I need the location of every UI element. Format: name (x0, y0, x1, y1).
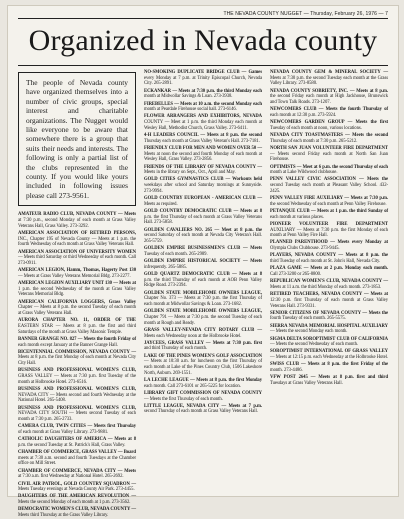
page-headline: Organized in Nevada county (28, 24, 378, 57)
club-listing: GOLD COUNTRY EUROPEAN - AMERICAN CLUB — Meets as required. (144, 196, 262, 207)
club-listing: CATHOLIC DAUGHTERS OF AMERICA — Meets at 8 p.m. the second Tuesday at St. Patrick's Hall, Grass Valley. (18, 437, 136, 448)
club-listing: PLANNED PARENTHOOD — Meets every Monday at Olympia Clubs Clubhouse. 273-9445. (270, 240, 388, 252)
club-listing: BICENTENNIAL COMMISSION, NEVADA COUNTY — Meets at 8 p.m. the first Monday of each month at Nevada City City Hall. (18, 349, 136, 367)
club-listing: FRIENDS OF THE LIBRARY OF NEVADA COUNTY — Meets in the library on Sept., Oct., April and May. (144, 164, 262, 176)
column-2 (144, 70, 262, 488)
club-listing: AMERICAN CALIFORNIA LOGGERS, Grass Valley Chapter — Meets at 8 p.m. the second Tuesday of each month at Grass Valley Veterans Hall. (18, 299, 136, 317)
column-1-entries (18, 212, 136, 518)
club-listing: FRIENDLY CLUB FOR MEN AND WOMEN OVER 50 — Meets at noon the second and fourth Monday of each month at Wesley Hall, Grass Valley. 273-2856. (144, 145, 262, 163)
club-listing: 4-H LEADERS COUNCIL — Meets at 8 p.m. the second Thursday each month at Grass Valley Veteran's Hall. 273-7181. (144, 133, 262, 144)
club-listing: AMERICAN LEGION AUXILIARY UNIT 130 — Meets at 1 p.m. the second Wednesday of the month at Grass Valley Veterans Memorial Bldg. (18, 281, 136, 298)
club-listing: GOLD COUNTRY DEMOCRATIC CLUB — Meets at 8 p.m. the first Thursday of each month at Grass Valley Veterans Hall. 273-5858. (144, 208, 262, 226)
club-listing: AMERICAN LEGION, Hamm, Thomas, Hagerty Post 130 — Meets at Grass Valley Veterans Memorial Bldg. 273-2277. (18, 268, 136, 279)
club-listing: NEVADA COUNTY GEM & MINERAL SOCIETY — Meets at 7:30 p.m. the second Tuesday each month at the Grass Valley Library. 273-8580. (270, 70, 388, 87)
headline-rule (18, 65, 388, 66)
club-listing: CIVIL AIR PATROL, GOLD COUNTRY SQUADRON — Meets Tuesday evenings at Nevada County Air Park. 273-4455. (18, 481, 136, 493)
club-listing: OPTIMISTS — Meet at 6 p.m. the second Thursday of each month at Lake Wildwood clubhouse. (270, 164, 388, 176)
club-listing: DEMOCRATIC WOMEN'S CLUB, NEVADA COUNTY — Meets third Thursday at the Grass Valley Library. (18, 507, 136, 519)
club-listing: PENN VALLEY CIVIC ASSOCIATION — Meets the second Tuesday each month at Pleasant Valley School. 432-2425. (270, 177, 388, 194)
club-listing: PLAYERS, NEVADA COUNTY — Meets at 8 p.m. the third Tuesday of each month at St. John's Hall, Nevada City. (270, 253, 388, 265)
club-listing: GOLDEN EMPIRE BUSINESSMEN'S CLUB — Meets Tuesday of each month. 265-2989. (144, 246, 262, 257)
club-listing: LA LECHE LEAGUE — Meets at 8 p.m. the first Monday each month. Call 273-6101 or 265-5225 for location. (144, 377, 262, 389)
newspaper-page (8, 6, 398, 519)
article-columns (18, 70, 388, 519)
club-listing: NORTH SAN JUAN VOLUNTEER FIRE DEPARTMENT — Meets second Friday each month at North San Juan Firehouse. (270, 145, 388, 163)
column-3 (270, 70, 388, 488)
club-listing: SENIOR CITIZENS OF NEVADA COUNTY — Meets the fourth Tuesday of each month. 265-5575. (270, 310, 388, 322)
club-listing: CHAMBER OF COMMERCE, GRASS VALLEY — Board meets at 7:30 a.m. second and fourth Tuesdays at the Chamber office on Mill Street. (18, 450, 136, 467)
club-listing: AMERICAN ASSOCIATION OF RETIRED PERSONS, INC., Chapter 195 of Nevada County — Meets at 1 p.m. the fourth Wednesday of each month at Grass Valley Veterans Hall. (18, 230, 136, 248)
club-listing: FLOWER ARRANGERS AND EXHIBITORS, NEVADA COUNTY — Meet at 1 p.m. the third Monday each month at Wesley Hall, Methodist Church, Grass Valley. 273-6411. (144, 114, 262, 131)
intro-box: The people of Nevada county have organized themselves into a number of civic groups, special interest and charitable organizations. The Nugget would like everyone to be aware that somewhere there is a group that suits their needs and interests. The following is only a partial list of the clubs represented in the county. If you would like yours included in following issues please call 273-9561. (18, 72, 136, 206)
club-listing: PETANQUE CLUB — Meets at 1 p.m. the third Sunday of each month at various places. (270, 208, 388, 220)
club-listing: NEVADA CITY TOASTMASTERS — Meets the second Thursday of each month at 7:30 p.m. 265-5212. (270, 133, 388, 144)
club-listing: CAMERA CLUB, TWIN CITIES — Meets first Thursday of each month at Grass Valley Library. 273-9881. (18, 424, 136, 435)
column-3-entries (270, 70, 388, 387)
header-rule (18, 18, 388, 19)
club-listing: AURORA CHAPTER NO. 11, ORDER OF THE EASTERN STAR — Meets at 8 p.m. the first and third Saturdays of the month at Grass Valley Masonic Temple. (18, 318, 136, 335)
club-listing: LAKE OF THE PINES WOMEN'S GOLF ASSOCIATION — Meets at 10:30 a.m. for luncheon on the first Thursday of each month at Lake of the Pines Country Club, 1506 Lakeshore North, Auburn. 269-1551. (144, 353, 262, 376)
club-listing: GOLDEN EMPIRE HISTORICAL SOCIETY — Meets infrequently. 265-5885. (144, 259, 262, 270)
column-2-entries (144, 70, 262, 415)
club-listing: SOROPTIMIST INTERNATIONAL OF GRASS VALLEY — Meets at 12:15 p.m. each Wednesday at the Holbrooke Hotel. (270, 349, 388, 361)
club-listing: RETIRED TEACHERS, NEVADA COUNTY — Meets at 12:30 p.m. first Thursday of each month at Grass Valley Veterans Hall. 273-9331. (270, 292, 388, 309)
club-listing: GOLD QUARTZ DEMOCRATIC CLUB — Meets at 8 p.m. the third Thursday of each month at AOB Penn Valley Ridge Road. 273-2394. (144, 272, 262, 289)
club-listing: NEWCOMERS CLUB — Meets the fourth Thursday of each month at 12:30 p.m. 273-5924. (270, 107, 388, 118)
club-listing: AMERICAN ASSOCIATION OF UNIVERSITY WOMEN — Meets third Saturday or third Wednesday of each month. Call 273-0911. (18, 249, 136, 266)
club-listing: AMATEUR RADIO CLUB, NEVADA COUNTY — Meets at 7:30 p.m., second Monday of each month at Grass Valley Veterans Hall, Grass Valley. 273-3292. (18, 212, 136, 229)
club-listing: LITTLE LEAGUE, NEVADA CITY — Meets at 7 p.m. second Thursday of each month at Grass Valley Veterans Hall. (144, 403, 262, 415)
club-listing: NEVADA COUNTY SOBRIETY, INC. — Meets at 8 p.m. the second Friday each month at High Jackhouse, Brunswick and Town Talk Roads. 273-1207. (270, 88, 388, 106)
club-listing: VFW POST 2645 — Meets at 8 p.m. first and third Tuesdays at Grass Valley Veterans Hall. (270, 375, 388, 386)
club-listing: FIREBELLES — Meets at 10 a.m. the second Monday each month at Peardale Firehouse social hall. 273-6146. (144, 101, 262, 113)
club-listing: PIONEER VOLUNTEER FIRE DEPARTMENT AUXILIARY — Meets at 7:30 p.m. the first Monday of each month at Penn Valley Fire Hall. (270, 221, 388, 239)
page-header: THE NEVADA COUNTY NUGGET — Thursday, February 26, 1976 — 7 (223, 11, 388, 17)
club-listing: ECKANKAR — Meets at 7:30 p.m. the third Monday each month at Midwollar Savings & Loan. 273-3938. (144, 88, 262, 100)
club-listing: GOLDEN STATE MOBILEHOME OWNERS LEAGUE, Chapter 791 — Meets at 7:30 p.m. the second Tuesday of each month at Rough and Ready. (144, 309, 262, 326)
club-listing: NO-SMOKING DUPLICATE BRIDGE CLUB — Games every Monday at 7 p.m. at Trinity Episcopal Church, Nevada City. 265-2891. (144, 70, 262, 87)
club-listing: LIBRARY GIFT COMMISSION OF NEVADA COUNTY — Meets the first Thursday of each month. (144, 390, 262, 402)
club-listing: SIGMA DELTA SOROPTIMIST CLUB OF CALIFORNIA — Meets the second Wednesday of each month. (270, 336, 388, 348)
club-listing: BUSINESS AND PROFESSIONAL WOMEN'S CLUB, GRASS VALLEY — Meets at 7:30 p.m. first Tuesday of the month at Holbrooke Hotel. 273-6516. (18, 368, 136, 385)
club-listing: CHAMBER OF COMMERCE, NEVADA CITY — Meets at 7:30 a.m. first Wednesday at National Hotel. 265-2692. (18, 468, 136, 480)
club-listing: NEWCOMERS GARDEN GROUP — Meets the first Tuesday of each month at noon, various locations. (270, 120, 388, 131)
club-listing: SIERRA NEVADA MEMORIAL HOSPITAL AUXILIARY — Meets the second Monday each month. (270, 323, 388, 335)
column-1 (18, 70, 136, 519)
club-listing: JAYCEES, GRASS VALLEY — Meets at 7:30 p.m. first and third Thursday of each month. (144, 340, 262, 352)
club-listing: BANNER GRANGE NO. 827 — Meets the fourth Friday of each month except January at the Banner Grange Hall. (18, 336, 136, 348)
club-listing: GRASS VALLEY-NEVADA CITY ROTARY CLUB — Meets each Wednesday noon at the Holbrooke Hotel. (144, 327, 262, 339)
club-listing: DAUGHTERS OF THE AMERICAN REVOLUTION — Meets the second Monday of each month at 1 p.m. 273-3562. (18, 494, 136, 506)
club-listing: BUSINESS AND PROFESSIONAL WOMEN'S CLUB, NEVADA CITY — Meets second and fourth Wednesday at the National Hotel. 265-5408. (18, 386, 136, 404)
club-listing: BUSINESS AND PROFESSIONAL WOMEN'S CLUB, NEVADA CITY SOUTH — Meets second Tuesday of each month at 7:30 p.m. 265-2733. (18, 405, 136, 422)
club-listing: PENN VALLEY FIRE AUXILIARY — Meets at 7:30 p.m. the second Wednesday of each month at Penn Valley Firehouse. (270, 196, 388, 207)
club-listing: GOLDEN STATE MOBILEHOME OWNERS LEAGUE, Chapter No. 373 — Meets at 7:30 p.m. the first Thursday of each month at Midwollar Savings & Loan. 273-1682. (144, 290, 262, 308)
club-listing: PLAZA GAME — Meets at 2 p.m. Monday each month. Call 273-3200 or 265-8800. (270, 266, 388, 277)
club-listing: GOLDEN CAVALIERS NO. 265 — Meet at 8 p.m. the second Saturday of each month at Nevada City Veteran's Hall. 265-5759. (144, 227, 262, 244)
club-listing: REPUBLICAN WOMEN'S CLUB, NEVADA COUNTY — Meets at 11 a.m. the third Monday of each month. 273-1853. (270, 279, 388, 290)
club-listing: GOLD CITIES GYMNASTICS CLUB — Workouts held weekdays after school and Saturday mornings at Sunnyside. 273-9994. (144, 177, 262, 194)
club-listing: SWISS CLUB — Meets at 8 p.m. the first Friday of the month. 273-4486. (270, 362, 388, 374)
